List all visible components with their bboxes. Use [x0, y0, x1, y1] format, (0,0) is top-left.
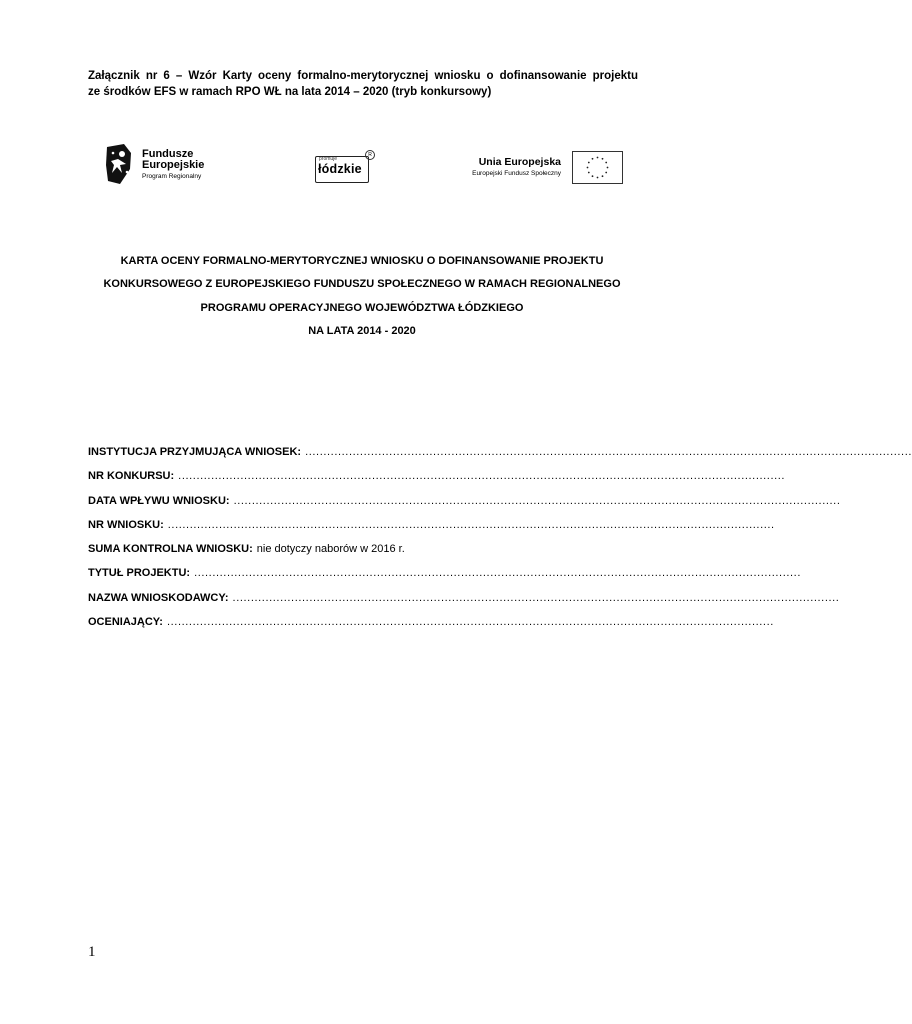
document-title-line-4: NA LATA 2014 - 2020 — [308, 324, 416, 337]
page-number: 1 — [88, 944, 96, 960]
field-receipt-date-label: DATA WPŁYWU WNIOSKU: — [88, 494, 230, 507]
registered-mark-icon: R — [365, 150, 375, 160]
field-checksum-label: SUMA KONTROLNA WNIOSKU: — [88, 543, 253, 556]
field-application-no-blank[interactable]: ...................................................................................................................................................................... — [167, 518, 775, 531]
attachment-header — [88, 68, 638, 100]
field-checksum — [88, 543, 638, 567]
field-institution-blank[interactable]: ...................................................................................................................................................................... — [305, 446, 912, 458]
logo-ue-line-2: Europejski Fundusz Społeczny — [472, 170, 561, 177]
field-applicant-name-blank[interactable]: ...................................................................................................................................................................... — [232, 591, 840, 604]
form-fields — [88, 446, 912, 640]
field-project-title-label: TYTUŁ PROJEKTU: — [88, 567, 191, 580]
fundusze-europejskie-mark-icon — [106, 143, 132, 185]
field-evaluator — [88, 616, 774, 640]
field-receipt-date-blank[interactable]: ...................................................................................................................................................................... — [233, 494, 841, 507]
field-project-title — [88, 567, 801, 591]
field-competition-no — [88, 470, 786, 494]
field-competition-no-blank[interactable]: ...................................................................................................................................................................... — [178, 470, 786, 483]
field-competition-no-label: NR KONKURSU: — [88, 470, 175, 483]
field-application-no-label: NR WNIOSKU: — [88, 518, 164, 531]
field-applicant-name — [88, 591, 840, 616]
eu-flag-icon — [572, 151, 623, 184]
field-evaluator-label: OCENIAJĄCY: — [88, 616, 163, 629]
unia-europejska-logo — [455, 151, 625, 183]
document-title-line-3: PROGRAMU OPERACYJNEGO WOJEWÓDZTWA ŁÓDZKIEGO — [200, 301, 524, 314]
logo-lodzkie-small-text: promuje — [319, 156, 338, 162]
logo-fe-line-3: Program Regionalny — [142, 173, 202, 180]
field-checksum-value: nie dotyczy naborów w 2016 r. — [256, 543, 405, 556]
field-applicant-name-label: NAZWA WNIOSKODAWCY: — [88, 591, 229, 604]
field-application-no — [88, 518, 775, 543]
field-institution — [88, 446, 912, 470]
attachment-header-line-2: ze środków EFS w ramach RPO WŁ na lata 2014 – 2020 (tryb konkursowy) — [88, 86, 492, 98]
logo-ue-line-1: Unia Europejska — [478, 156, 561, 168]
field-institution-label: INSTYTUCJA PRZYJMUJĄCA WNIOSEK: — [88, 446, 302, 458]
document-title — [72, 250, 652, 343]
fundusze-europejskie-logo — [106, 143, 221, 185]
attachment-header-line-1: Załącznik nr 6 – Wzór Karty oceny formalno-merytorycznej wniosku o dofinansowanie projektu — [88, 70, 638, 82]
logo-fe-line-2: Europejskie — [142, 159, 205, 171]
logo-lodzkie-main-text: łódzkie — [318, 162, 362, 176]
field-receipt-date — [88, 494, 841, 519]
document-title-line-2: KONKURSOWEGO Z EUROPEJSKIEGO FUNDUSZU SPOŁECZNEGO W RAMACH REGIONALNEGO — [103, 278, 621, 291]
document-title-line-1: KARTA OCENY FORMALNO-MERYTORYCZNEJ WNIOSKU O DOFINANSOWANIE PROJEKTU — [120, 255, 604, 267]
field-evaluator-blank[interactable]: ...................................................................................................................................................................... — [166, 616, 774, 629]
logo-fe-line-1: Fundusze — [142, 148, 194, 160]
promuje-lodzkie-logo — [313, 151, 377, 183]
field-project-title-blank[interactable]: ...................................................................................................................................................................... — [194, 567, 801, 580]
